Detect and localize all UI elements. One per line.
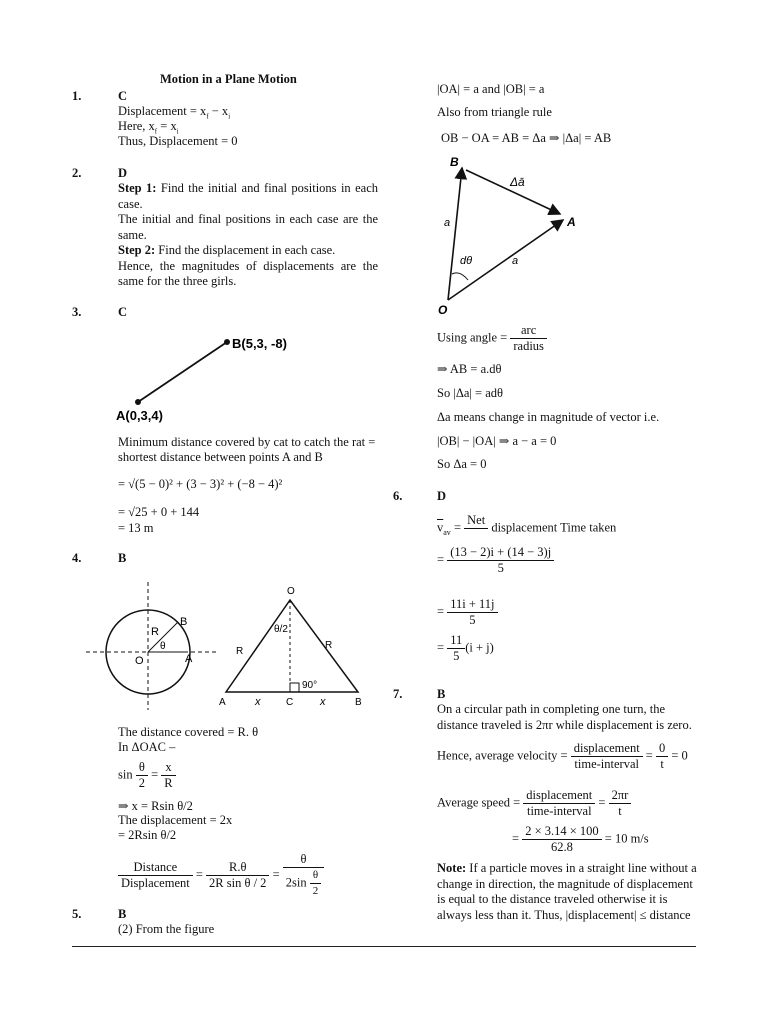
q5-fig-o: O xyxy=(438,303,448,317)
q5-fig-delta: Δā xyxy=(510,175,525,189)
q5-fig-side-a2: a xyxy=(512,255,519,267)
q4-answer: B xyxy=(118,551,127,565)
q5-fig-a: A xyxy=(567,215,576,229)
q6-number: 6. xyxy=(393,489,403,503)
q2-step2-text: Find the displacement in each case. xyxy=(158,243,336,257)
q5-change: Δa means change in magnitude of vector i.e. xyxy=(437,410,660,424)
q5-angle-eq: Using angle = $\frac{\text{arc}}{\text{radius}}$ xyxy=(437,323,547,354)
q4-tri-a: A xyxy=(219,697,226,708)
q2-step2-head: Step 2: xyxy=(118,243,156,257)
q3-point-a: A(0,3,4) xyxy=(116,408,163,423)
q2-body xyxy=(118,181,378,290)
q6-f2: = $\frac{11i + 11j}{5}$ xyxy=(437,597,498,628)
q7-calc: = $\frac{2 \times 3.14 \times 100}{62.8}$ = 10 m/s xyxy=(512,824,649,854)
q6-f1: = $\frac{(13 - 2)i + (14 - 3)j}{5}$ xyxy=(437,545,554,576)
q5-so2: So Δa = 0 xyxy=(437,457,487,471)
q5-eq-rule: OB − OA = AB = Δa ⇒ |Δa| = AB xyxy=(441,131,612,145)
q5-fig-b: B xyxy=(450,155,459,169)
q3-eq3: = 13 m xyxy=(118,521,154,535)
q4-number: 4. xyxy=(72,551,82,565)
q4-circle-theta: θ xyxy=(160,641,166,652)
q4-sin-eq: sin $\frac{\theta}{2}$ = $\frac{x}{R}$ xyxy=(118,760,176,791)
q7-note xyxy=(437,861,699,923)
q5-so1: So |Δa| = adθ xyxy=(437,386,504,400)
q2-line2: The initial and final positions in each case are the same. xyxy=(118,212,378,242)
q7-text: On a circular path in completing one turn, the distance traveled is 2πr while displacement is zero. xyxy=(437,702,692,732)
q4-circle-b: B xyxy=(180,616,188,628)
q2-answer: D xyxy=(118,166,128,180)
q4-line5: The displacement = 2x xyxy=(118,813,233,827)
q4-circle-o: O xyxy=(135,655,144,667)
q1-line1: Displacement = $x_f - x_i$ xyxy=(118,104,231,121)
q3-number: 3. xyxy=(72,305,82,319)
q2-step1-text: Find the initial and final positions in each case. xyxy=(118,181,379,211)
q2-step1-head: Step 1: xyxy=(118,181,157,195)
page-title: Motion in a Plane Motion xyxy=(160,72,297,86)
q3-eq2: = √25 + 0 + 144 xyxy=(118,505,200,519)
q7-avg-speed: Average speed = $\frac{\text{displacement}}{\text{time-interval}}$ = $\frac{2\pi r}{t}$ xyxy=(437,788,631,819)
q3-line-figure xyxy=(110,330,310,430)
q6-vav-eq: $\overline{v}_{av}$ = Net displacement Time taken xyxy=(437,513,617,537)
q1-answer: C xyxy=(118,89,128,103)
q2-number: 2. xyxy=(72,166,82,180)
q5-mag: |OB| − |OA| ⇒ a − a = 0 xyxy=(437,434,557,448)
q4-tri-angle: 90° xyxy=(302,680,318,691)
q5-eq-top: |OA| = a and |OB| = a xyxy=(437,82,545,96)
q5-ab: ⇒ AB = a.dθ xyxy=(437,362,502,376)
q3-answer: C xyxy=(118,305,128,319)
q4-figure xyxy=(80,580,403,710)
q5-line1: (2) From the figure xyxy=(118,922,215,936)
q4-line6: = 2Rsin θ/2 xyxy=(118,828,177,842)
q4-tri-c: C xyxy=(286,697,294,708)
footer-rule xyxy=(72,946,696,947)
q1-line3: Thus, Displacement = 0 xyxy=(118,134,238,148)
q6-f3: = $\frac{11}{5}$ (i + j) xyxy=(437,633,494,663)
q7-note-head: Note: xyxy=(437,861,467,875)
q4-tri-r-right: R xyxy=(325,640,333,651)
q5-triangle-rule: Also from triangle rule xyxy=(437,105,552,119)
q5-fig-side-a: a xyxy=(444,217,451,229)
q3-point-b: B(5,3, -8) xyxy=(232,336,287,351)
q4-ratio-eq: $\frac{\text{Distance}}{\text{Displacement}}$ = $\frac{R.\theta}{\text{2R sin θ / 2}}$ = θ 2sin $\frac{\theta}{2}$ xyxy=(118,852,324,899)
q4-circle-a: A xyxy=(185,653,193,665)
q4-circle-r: R xyxy=(151,626,159,638)
q4-line1: The distance covered = R. θ xyxy=(118,725,259,739)
q1-line2: Here, $x_f = x_i$ xyxy=(118,119,179,136)
q4-line2: In ΔOAC – xyxy=(118,740,176,754)
q3-text: Minimum distance covered by cat to catch the rat = shortest distance between points A and B xyxy=(118,435,376,464)
q4-tri-x-right: x xyxy=(320,696,326,708)
q7-number: 7. xyxy=(393,687,403,701)
q5-fig-dtheta: dθ xyxy=(460,255,473,267)
q7-answer: B xyxy=(437,687,446,701)
q4-tri-b: B xyxy=(355,697,362,708)
q5-vector-figure xyxy=(430,152,590,322)
q4-tri-x-left: x xyxy=(255,696,261,708)
q7-note-text: If a particle moves in a straight line without a change in direction, the magnitude of displacement is equal to the distance traveled otherwise it is always less than it. Thus, |displacement| ≤ distance xyxy=(437,861,697,922)
q1-number: 1. xyxy=(72,89,82,103)
q2-line4: Hence, the magnitudes of displacements are the same for the three girls. xyxy=(118,258,378,288)
q5-answer: B xyxy=(118,907,127,921)
q4-line4: ⇒ x = Rsin θ/2 xyxy=(118,799,193,813)
q6-answer: D xyxy=(437,489,447,503)
q4-tri-half: θ/2 xyxy=(274,624,288,635)
q4-tri-r-left: R xyxy=(236,646,244,657)
q4-tri-o: O xyxy=(287,586,295,597)
q7-avg-velocity: Hence, average velocity = $\frac{\text{displacement}}{\text{time-interval}}$ = $\frac{0}{t}$ = 0 xyxy=(437,741,688,771)
q5-number: 5. xyxy=(72,907,82,921)
q3-eq1: = √(5 − 0)² + (3 − 3)² + (−8 − 4)² xyxy=(118,477,283,491)
